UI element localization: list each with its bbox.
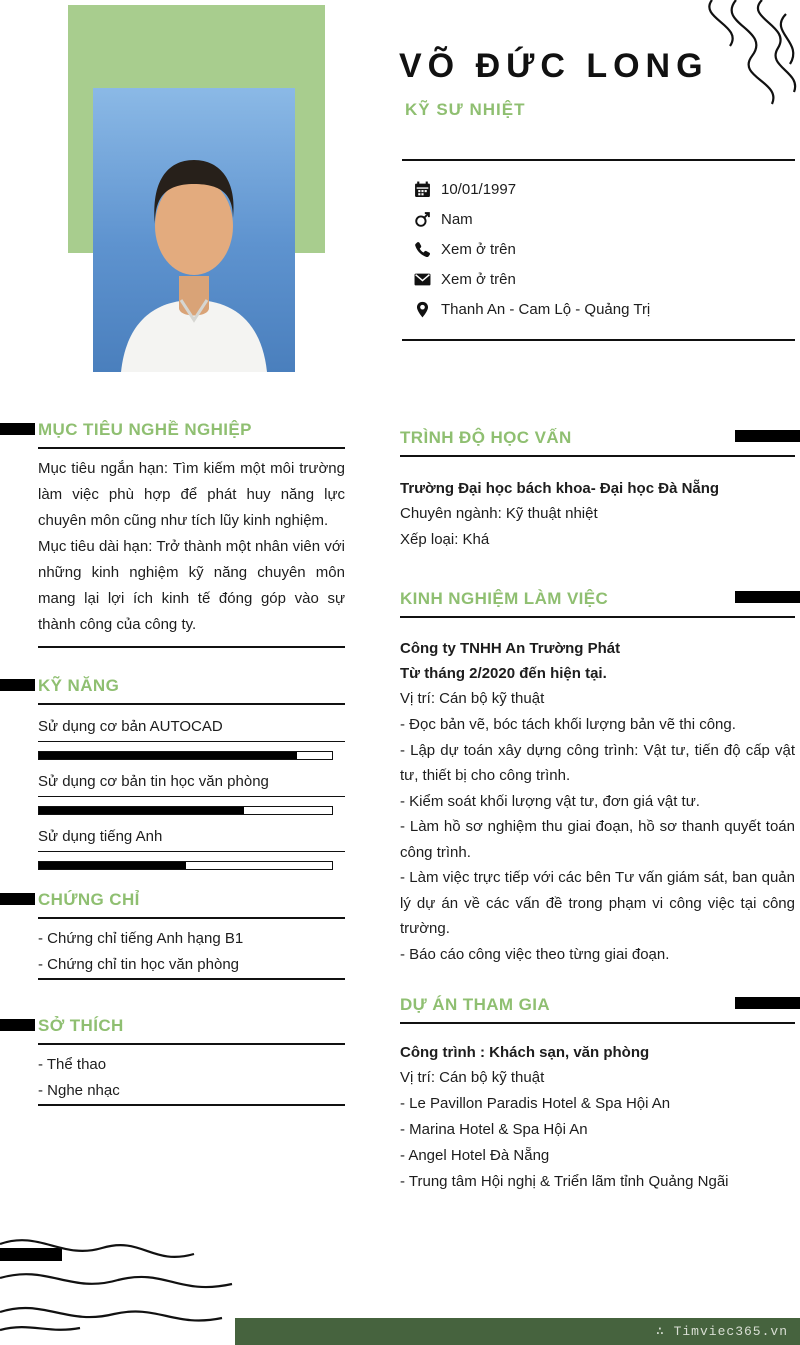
experience-bullets	[400, 712, 795, 967]
skill-bar	[38, 861, 333, 870]
section-objective	[38, 420, 345, 648]
certificates-list	[38, 926, 345, 978]
education-grade: Xếp loại: Khá	[400, 531, 490, 548]
project-type: Công trình : Khách sạn, văn phòng	[400, 1044, 650, 1061]
candidate-name: VÕ ĐỨC LONG	[399, 47, 709, 85]
experience-position: Vị trí: Cán bộ kỹ thuật	[400, 690, 545, 707]
experience-bullet: - Làm việc trực tiếp với các bên Tư vấn giám sát, ban quản lý dự án về các vấn đề trong phạm vi công việc tại công trường.	[400, 869, 795, 937]
section-divider	[38, 646, 345, 648]
objective-heading: MỤC TIÊU NGHỀ NGHIỆP	[38, 420, 345, 449]
certificate-item: - Chứng chỉ tin học văn phòng	[38, 956, 239, 973]
education-school: Trường Đại học bách khoa- Đại học Đà Nẵng	[400, 480, 720, 497]
skill-bar	[38, 806, 333, 815]
project-item: - Angel Hotel Đà Nẵng	[400, 1147, 550, 1164]
skill-bar	[38, 751, 333, 760]
section-divider	[38, 978, 345, 980]
skill-label: Sử dụng cơ bản tin học văn phòng	[38, 773, 345, 797]
skill-fill	[39, 862, 186, 869]
footer-bar	[235, 1318, 800, 1345]
section-divider	[38, 1104, 345, 1106]
hobby-item: - Nghe nhạc	[38, 1082, 120, 1099]
experience-period: Từ tháng 2/2020 đến hiện tại.	[400, 665, 607, 682]
project-item: - Marina Hotel & Spa Hội An	[400, 1121, 588, 1138]
experience-bullet: - Làm hồ sơ nghiệm thu giai đoạn, hồ sơ thanh quyết toán công trình.	[400, 818, 795, 861]
contact-text-address: Thanh An - Cam Lộ - Quảng Trị	[441, 300, 651, 318]
hobbies-list	[38, 1052, 345, 1104]
experience-heading: KINH NGHIỆM LÀM VIỆC	[400, 589, 795, 618]
section-hobbies	[38, 1016, 345, 1106]
right-column	[400, 428, 795, 1195]
experience-bullet: - Kiểm soát khối lượng vật tư, đơn giá vật tư.	[400, 792, 700, 810]
decorative-waves-bottom-left	[0, 1230, 245, 1335]
objective-body	[38, 456, 345, 638]
objective-short-term: Mục tiêu ngắn hạn: Tìm kiếm một môi trường làm việc phù hợp để phát huy năng lực chuyên môn cũng như tích lũy kinh nghiệm.	[38, 460, 345, 529]
projects-heading: DỰ ÁN THAM GIA	[400, 995, 795, 1024]
contact-block	[402, 159, 795, 341]
contact-item-email	[412, 264, 795, 294]
skill-fill	[39, 752, 297, 759]
contact-item-gender	[412, 204, 795, 234]
section-experience	[400, 589, 795, 967]
skills-heading: KỸ NĂNG	[38, 676, 345, 705]
education-heading: TRÌNH ĐỘ HỌC VẤN	[400, 428, 795, 457]
experience-bullet: - Báo cáo công việc theo từng giai đoạn.	[400, 945, 670, 963]
skill-fill	[39, 807, 244, 814]
contact-text-email: Xem ở trên	[441, 270, 516, 288]
phone-icon	[412, 240, 432, 258]
certificate-item: - Chứng chỉ tiếng Anh hạng B1	[38, 930, 244, 947]
section-education	[400, 428, 795, 553]
email-icon	[412, 270, 432, 288]
contact-item-birthdate	[412, 174, 795, 204]
left-column	[38, 420, 345, 1106]
skill-item-autocad	[38, 718, 345, 760]
experience-bullet: - Đọc bản vẽ, bóc tách khối lượng bản vẽ thi công.	[400, 716, 736, 733]
project-item: - Trung tâm Hội nghị & Triển lãm tỉnh Quảng Ngãi	[400, 1173, 729, 1190]
certificates-heading: CHỨNG CHỈ	[38, 890, 345, 919]
brand-text: ∴ Timviec365.vn	[655, 1324, 788, 1339]
contact-text-birthdate: 10/01/1997	[441, 180, 517, 198]
education-major: Chuyên ngành: Kỹ thuật nhiệt	[400, 505, 598, 522]
contact-text-phone: Xem ở trên	[441, 240, 516, 258]
experience-bullet: - Lập dự toán xây dựng công trình: Vật tư, tiến độ cấp vật tư, thiết bị cho công trình.	[400, 741, 795, 784]
projects-list	[400, 1091, 795, 1195]
experience-company: Công ty TNHH An Trường Phát	[400, 640, 621, 657]
hobbies-heading: SỞ THÍCH	[38, 1016, 345, 1045]
portrait-photo	[93, 88, 295, 372]
contact-text-gender: Nam	[441, 210, 473, 228]
section-projects	[400, 995, 795, 1195]
contact-item-phone	[412, 234, 795, 264]
section-skills	[38, 676, 345, 870]
skill-item-office	[38, 773, 345, 815]
gender-icon	[412, 210, 432, 228]
skill-label: Sử dụng tiếng Anh	[38, 828, 345, 852]
calendar-icon	[412, 180, 432, 198]
section-certificates	[38, 890, 345, 980]
job-title: KỸ SƯ NHIỆT	[405, 100, 526, 119]
skill-item-english	[38, 828, 345, 870]
location-icon	[412, 300, 432, 318]
skill-label: Sử dụng cơ bản AUTOCAD	[38, 718, 345, 742]
objective-long-term: Mục tiêu dài hạn: Trở thành một nhân viên với những kinh nghiệm kỹ năng chuyên môn mang lại lợi ích kinh tế đóng góp vào sự thành công của công ty.	[38, 538, 345, 633]
project-position: Vị trí: Cán bộ kỹ thuật	[400, 1069, 545, 1086]
portrait-silhouette	[93, 88, 295, 372]
hobby-item: - Thể thao	[38, 1056, 107, 1073]
contact-item-address	[412, 294, 795, 324]
project-item: - Le Pavillon Paradis Hotel & Spa Hội An	[400, 1095, 671, 1112]
